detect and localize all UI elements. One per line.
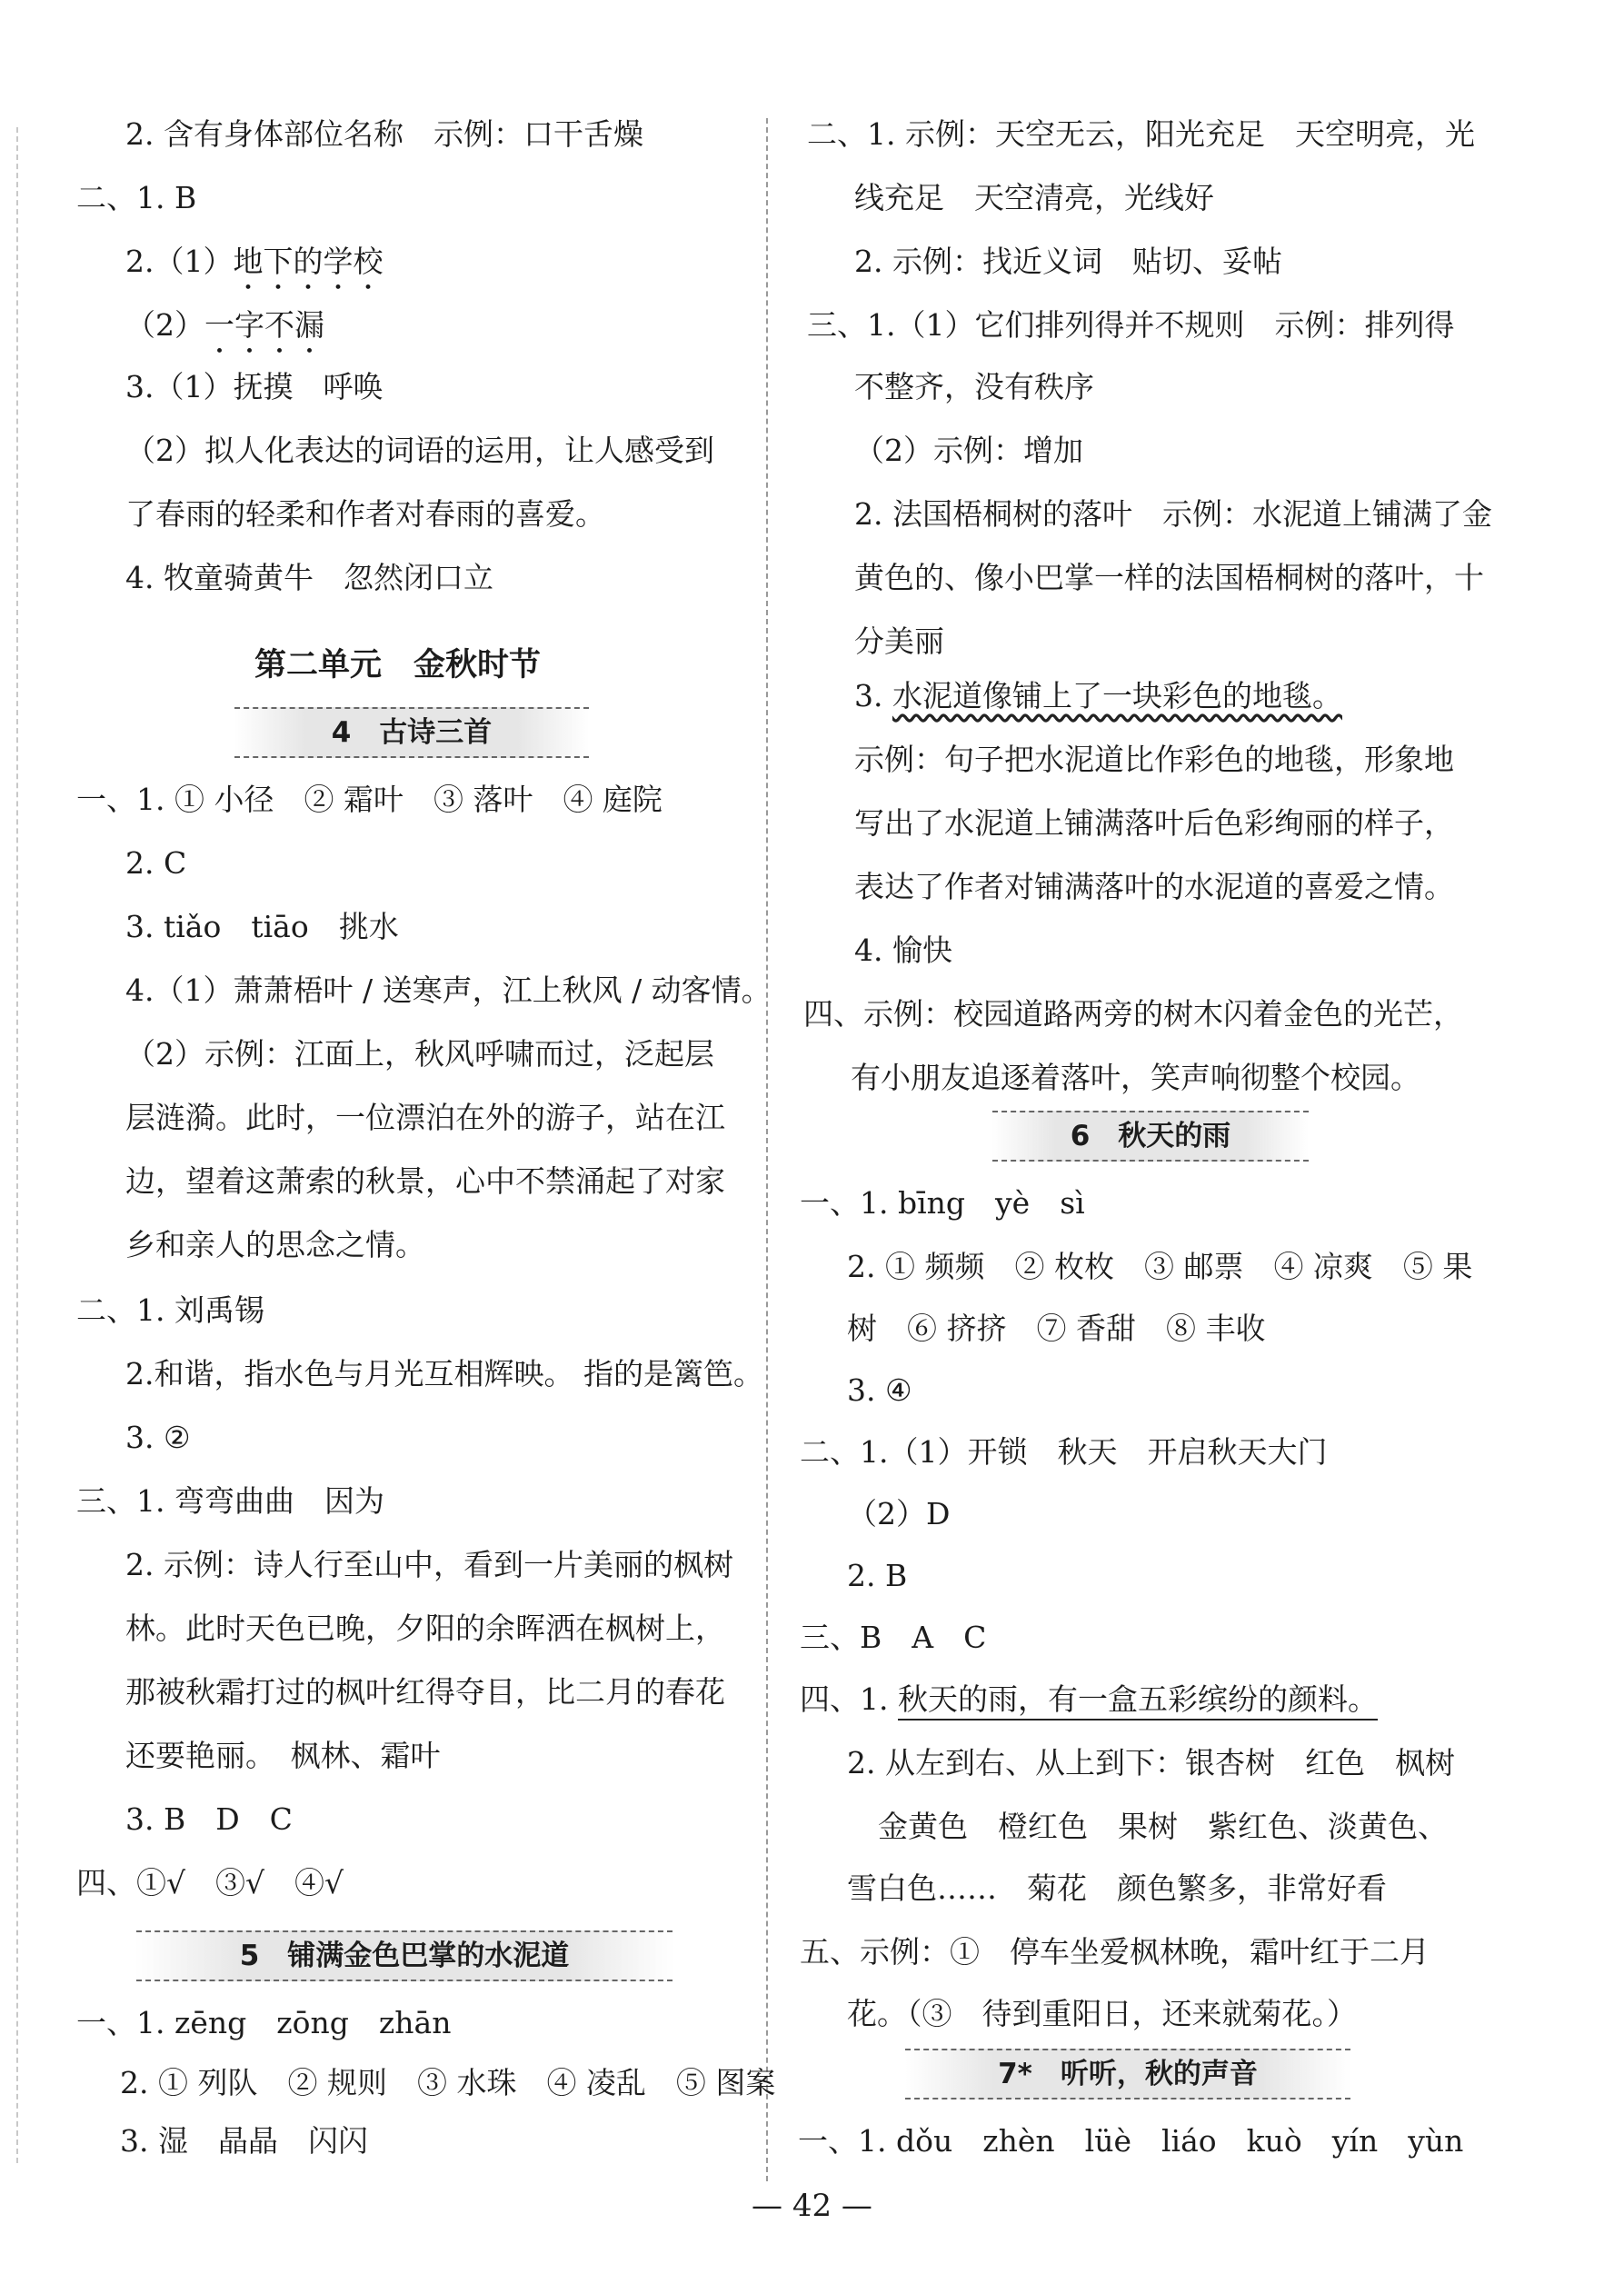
answer-line xyxy=(854,678,1342,714)
answer-line: 有小朋友追逐着落叶，笑声响彻整个校园。 xyxy=(851,1060,1420,1095)
answer-line: 三、1.（1）它们排列得并不规则 示例：排列得 xyxy=(807,307,1455,343)
answer-line: 了春雨的轻柔和作者对春雨的喜爱。 xyxy=(125,496,605,532)
answer-line: 二、1. B xyxy=(76,180,197,215)
answer-line: 2. C xyxy=(125,845,187,881)
answer-line: 林。此时天色已晚，夕阳的余晖洒在枫树上， xyxy=(125,1611,725,1646)
answer-line: 不整齐，没有秩序 xyxy=(854,369,1094,404)
answer-prefix: 3. xyxy=(854,678,892,713)
lesson-header-7: 7* 听听，秋的声音 xyxy=(905,2049,1350,2099)
unit-title: 第二单元 金秋时节 xyxy=(254,647,542,683)
answer-prefix: 2.（1） xyxy=(125,244,234,279)
answer-prefix: （2） xyxy=(125,307,204,343)
answer-line: 2. 示例：诗人行至山中，看到一片美丽的枫树 xyxy=(125,1547,733,1582)
answer-line: 3. ② xyxy=(125,1420,191,1455)
answer-line xyxy=(800,1681,1378,1718)
answer-line: 示例：句子把水泥道比作彩色的地毯，形象地 xyxy=(854,742,1454,777)
answer-line: 一、1. zēng zōng zhān xyxy=(76,2005,452,2040)
answer-line xyxy=(125,244,383,297)
answer-line: 写出了水泥道上铺满落叶后色彩绚丽的样子， xyxy=(854,805,1454,841)
margin-guide xyxy=(16,127,18,2163)
answer-prefix: 四、1. xyxy=(800,1681,898,1717)
answer-line: 2. 从左到右、从上到下：银杏树 红色 枫树 xyxy=(847,1745,1455,1780)
answer-line: （2）拟人化表达的词语的运用，让人感受到 xyxy=(125,433,714,468)
answer-line: 二、1.（1）开锁 秋天 开启秋天大门 xyxy=(800,1434,1328,1470)
answer-line: （2）示例：江面上，秋风呼啸而过，泛起层 xyxy=(125,1036,714,1072)
answer-line: 4. 牧童骑黄牛 忽然闭口立 xyxy=(125,560,493,595)
answer-line: 层涟漪。此时，一位漂泊在外的游子，站在江 xyxy=(125,1100,725,1135)
answer-line: 线充足 天空清亮，光线好 xyxy=(854,180,1214,215)
answer-line: 2. 法国梧桐树的落叶 示例：水泥道上铺满了金 xyxy=(854,496,1492,532)
answer-line: 3. ④ xyxy=(847,1372,912,1408)
answer-line: 金黄色 橙红色 果树 紫红色、淡黄色、 xyxy=(878,1809,1448,1844)
lesson-header-5: 5 铺满金色巴掌的水泥道 xyxy=(136,1930,673,1981)
answer-line xyxy=(125,307,324,361)
answer-line: 一、1. bīng yè sì xyxy=(800,1185,1085,1221)
answer-line: 2.和谐，指水色与月光互相辉映。 指的是篱笆。 xyxy=(125,1356,763,1391)
answer-line: 黄色的、像小巴掌一样的法国梧桐树的落叶，十 xyxy=(854,560,1484,595)
lesson-header-6: 6 秋天的雨 xyxy=(992,1111,1309,1162)
answer-line: 雪白色…… 菊花 颜色繁多，非常好看 xyxy=(847,1870,1387,1906)
answer-line: 2. 含有身体部位名称 示例：口干舌燥 xyxy=(125,116,643,152)
underlined-sentence: 秋天的雨，有一盒五彩缤纷的颜料。 xyxy=(898,1681,1378,1720)
column-divider xyxy=(766,118,768,2181)
answer-line: 二、1. 示例：天空无云，阳光充足 天空明亮，光 xyxy=(807,116,1475,152)
answer-line: 三、1. 弯弯曲曲 因为 xyxy=(76,1483,384,1519)
answer-line: 3.（1）抚摸 呼唤 xyxy=(125,369,384,404)
answer-line: 表达了作者对铺满落叶的水泥道的喜爱之情。 xyxy=(854,869,1454,904)
answer-line: 三、B A C xyxy=(800,1620,987,1655)
answer-line: 还要艳丽。 枫林、霜叶 xyxy=(125,1738,441,1773)
answer-line: （2）D xyxy=(847,1496,951,1531)
emphasized-answer: 地下的学校 xyxy=(233,244,384,279)
answer-line: 四、示例：校园道路两旁的树木闪着金色的光芒， xyxy=(803,996,1463,1032)
answer-line: 3. 湿 晶晶 闪闪 xyxy=(120,2123,368,2159)
answer-line: 4. 愉快 xyxy=(854,933,952,968)
answer-line: 五、示例：① 停车坐爱枫林晚，霜叶红于二月 xyxy=(800,1934,1430,1970)
answer-line: 那被秋霜打过的枫叶红得夺目，比二月的春花 xyxy=(125,1674,725,1710)
answer-line: 3. tiǎo tiāo 挑水 xyxy=(125,909,399,944)
lesson-header-4: 4 古诗三首 xyxy=(234,707,589,758)
wavy-underlined-sentence: 水泥道像铺上了一块彩色的地毯。 xyxy=(892,678,1342,713)
emphasized-answer: 一字不漏 xyxy=(204,307,324,343)
page-number: — 42 — xyxy=(752,2188,872,2224)
answer-line: 2. B xyxy=(847,1558,908,1593)
answer-line: 边，望着这萧索的秋景，心中不禁涌起了对家 xyxy=(125,1163,725,1199)
answer-line: 一、1. dǒu zhèn lüè liáo kuò yín yùn xyxy=(798,2123,1464,2159)
answer-line: （2）示例：增加 xyxy=(854,433,1083,468)
answer-line: 2. ① 频频 ② 枚枚 ③ 邮票 ④ 凉爽 ⑤ 果 xyxy=(847,1249,1473,1284)
answer-line: 2. 示例：找近义词 贴切、妥帖 xyxy=(854,244,1282,279)
answer-line: 二、1. 刘禹锡 xyxy=(76,1292,264,1328)
answer-line: 2. ① 列队 ② 规则 ③ 水珠 ④ 凌乱 ⑤ 图案 xyxy=(120,2065,776,2100)
answer-line: 3. B D C xyxy=(125,1801,293,1837)
answer-line: 4.（1）萧萧梧叶 / 送寒声，江上秋风 / 动客情。 xyxy=(125,972,772,1008)
answer-line: 分美丽 xyxy=(854,623,944,659)
answer-line: 一、1. ① 小径 ② 霜叶 ③ 落叶 ④ 庭院 xyxy=(76,782,663,817)
answer-line: 树 ⑥ 挤挤 ⑦ 香甜 ⑧ 丰收 xyxy=(847,1311,1266,1346)
answer-line: 四、①√ ③√ ④√ xyxy=(76,1865,344,1900)
answer-line: 花。（③ 待到重阳日，还来就菊花。） xyxy=(847,1996,1357,2031)
answer-line: 乡和亲人的思念之情。 xyxy=(125,1227,425,1262)
